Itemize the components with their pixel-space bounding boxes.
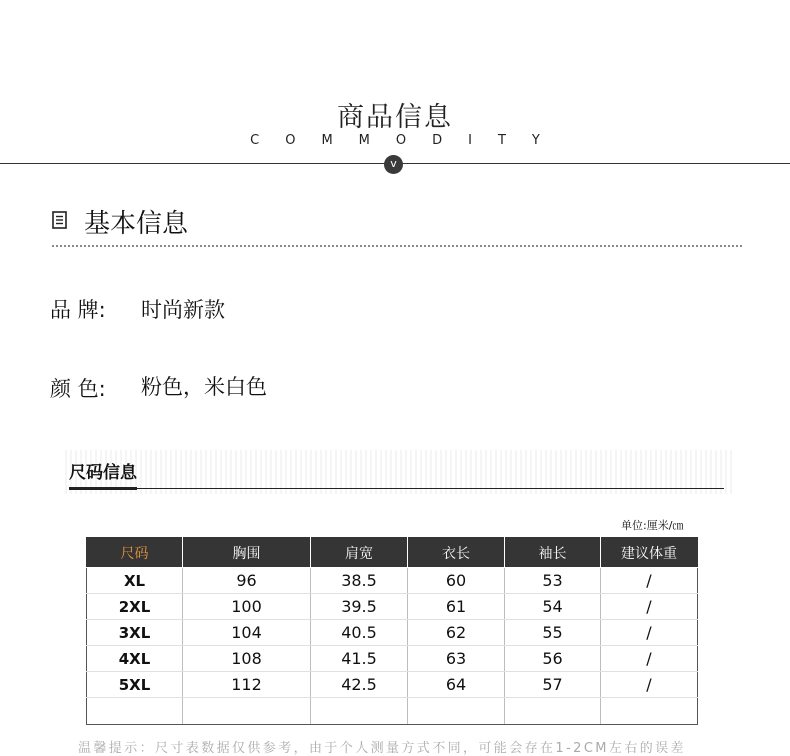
table-cell: 60	[408, 568, 505, 594]
table-cell: 53	[505, 568, 601, 594]
column-header: 尺码	[87, 538, 183, 568]
table-cell	[183, 698, 311, 725]
table-cell: 39.5	[311, 594, 408, 620]
table-row	[87, 594, 698, 620]
section-subtitle: COMMODITY	[250, 133, 566, 148]
table-cell: 40.5	[311, 620, 408, 646]
column-header: 建议体重	[601, 538, 698, 568]
unit-label: 单位:厘米/㎝	[621, 519, 684, 532]
measurement-tip: 温馨提示：尺寸表数据仅供参考，由于个人测量方式不同，可能会存在1-2CM左右的误差	[78, 741, 686, 756]
column-header: 衣长	[408, 538, 505, 568]
table-cell: /	[601, 568, 698, 594]
table-cell: 96	[183, 568, 311, 594]
table-header-row	[87, 538, 698, 568]
column-header: 胸围	[183, 538, 311, 568]
table-cell: 54	[505, 594, 601, 620]
table-cell: 2XL	[87, 594, 183, 620]
table-row	[87, 568, 698, 594]
size-table	[86, 537, 698, 725]
size-divider	[69, 488, 724, 489]
table-row	[87, 620, 698, 646]
color-label: 颜 色:	[50, 377, 106, 401]
table-cell: 62	[408, 620, 505, 646]
column-header: 袖长	[505, 538, 601, 568]
table-cell: 5XL	[87, 672, 183, 698]
table-cell: 38.5	[311, 568, 408, 594]
chevron-down-icon: v	[384, 155, 403, 174]
table-cell: 64	[408, 672, 505, 698]
column-header: 肩宽	[311, 538, 408, 568]
table-cell	[505, 698, 601, 725]
table-cell: 100	[183, 594, 311, 620]
table-cell: XL	[87, 568, 183, 594]
brand-value: 时尚新款	[141, 298, 225, 322]
table-cell: /	[601, 646, 698, 672]
table-cell	[601, 698, 698, 725]
table-cell: 104	[183, 620, 311, 646]
basic-info-title: 基本信息	[84, 209, 189, 239]
table-cell	[408, 698, 505, 725]
table-cell: /	[601, 594, 698, 620]
table-cell: 57	[505, 672, 601, 698]
size-info-title: 尺码信息	[69, 463, 137, 483]
table-row-empty	[87, 698, 698, 725]
size-divider-accent	[69, 487, 137, 490]
table-cell: 61	[408, 594, 505, 620]
table-cell: 112	[183, 672, 311, 698]
table-cell: 4XL	[87, 646, 183, 672]
color-value: 粉色，米白色	[141, 375, 267, 399]
brand-label: 品 牌:	[50, 298, 106, 322]
document-list-icon	[52, 211, 67, 229]
table-cell: 108	[183, 646, 311, 672]
table-cell: 56	[505, 646, 601, 672]
table-row	[87, 646, 698, 672]
table-cell: /	[601, 672, 698, 698]
dotted-divider	[52, 245, 742, 247]
table-cell	[87, 698, 183, 725]
table-cell: 41.5	[311, 646, 408, 672]
table-cell: 42.5	[311, 672, 408, 698]
table-cell: 55	[505, 620, 601, 646]
table-cell: 63	[408, 646, 505, 672]
table-cell	[311, 698, 408, 725]
table-cell: 3XL	[87, 620, 183, 646]
section-title: 商品信息	[337, 102, 453, 133]
table-cell: /	[601, 620, 698, 646]
table-row	[87, 672, 698, 698]
